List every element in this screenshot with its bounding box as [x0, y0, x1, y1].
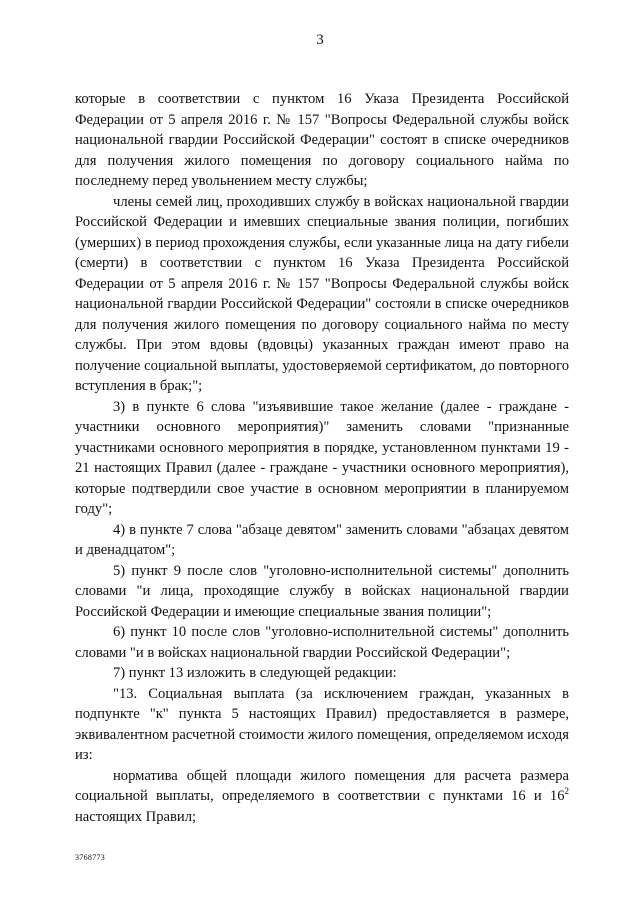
- paragraph-5: 5) пункт 9 после слов "уголовно-исполнительной системы" дополнить словами "и лица, проходящие службу в войсках национальной гвардии Российской Федерации и имеющие специальные звания полиции";: [75, 562, 569, 620]
- document-code: 3768773: [75, 853, 106, 862]
- paragraph-9-tail: настоящих Правил;: [75, 808, 197, 825]
- page-number: 3: [316, 32, 324, 48]
- paragraph-9-superscript: 2: [564, 786, 569, 796]
- paragraph-2: члены семей лиц, проходивших службу в войсках национальной гвардии Российской Федерации и имевших специальные звания полиции, погибших (умерших) в период прохождения службы, если указанные лица на дату гибели (смерти) в соответствии с пунктом 16 Указа Президента Российской Федерации от 5 апреля 2016 г. № 157 "Вопросы Федеральной службы войск национальной гвардии Российской Федерации" состояли в списке очередников для получения жилого помещения по договору социального найма по месту службы. При этом вдовы (вдовцы) указанных граждан имеют право на получение социальной выплаты, удостоверяемой сертификатом, до повторного вступления в брак;";: [75, 193, 569, 394]
- paragraph-3: 3) в пункте 6 слова "изъявившие такое желание (далее - граждане - участники основного мероприятия)" заменить словами "признанные участниками основного мероприятия в порядке, установленном пунктами 19 - 21 настоящих Правил (далее - граждане - участники основного мероприятия), которые подтвердили свое участие в основном мероприятии в планируемом году";: [75, 398, 569, 517]
- paragraph-9-text: норматива общей площади жилого помещения для расчета размера социальной выплаты, определяемого в соответствии с пунктами 16 и 16: [75, 767, 569, 804]
- paragraph-6: 6) пункт 10 после слов "уголовно-исполнительной системы" дополнить словами "и в войсках национальной гвардии Российской Федерации";: [75, 624, 569, 661]
- paragraph-4: 4) в пункте 7 слова "абзаце девятом" заменить словами "абзацах девятом и двенадцатом";: [75, 521, 569, 558]
- document-body: [75, 89, 569, 827]
- paragraph-8: "13. Социальная выплата (за исключением граждан, указанных в подпункте "к" пункта 5 настоящих Правил) предоставляется в размере, эквивалентном расчетной стоимости жилого помещения, определяемом исходя из:: [75, 685, 569, 763]
- paragraph-7: 7) пункт 13 изложить в следующей редакции:: [113, 665, 397, 681]
- paragraph-9: [75, 766, 569, 828]
- paragraph-1: которые в соответствии с пунктом 16 Указа Президента Российской Федерации от 5 апреля 2016 г. № 157 "Вопросы Федеральной службы войск национальной гвардии Российской Федерации" состоят в списке очередников для получения жилого помещения по договору социального найма по последнему перед увольнением месту службы;: [75, 91, 569, 189]
